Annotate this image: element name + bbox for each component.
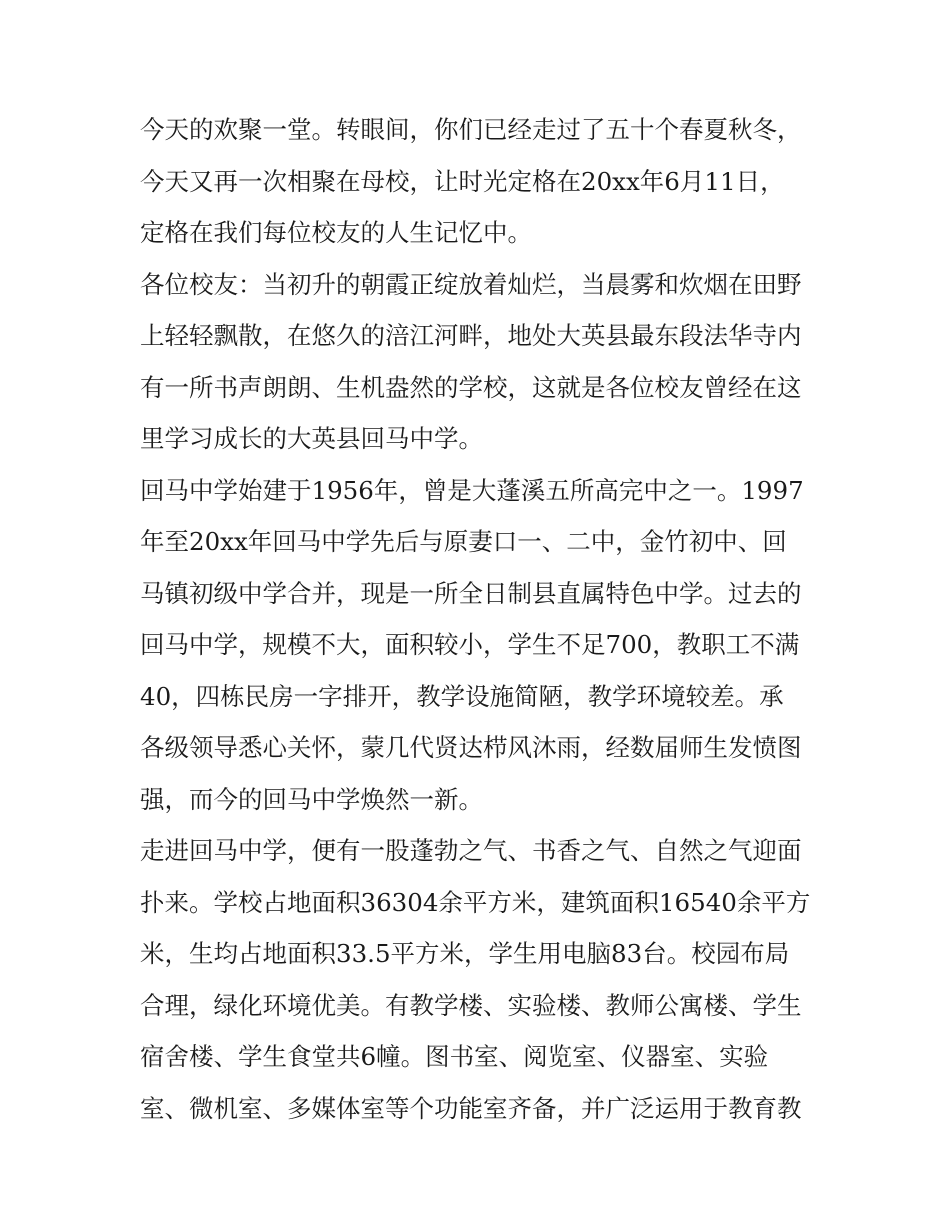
- text-line: 年至20xx年回马中学先后与原妻口一、二中，金竹初中、回: [140, 527, 787, 556]
- text-line: 回马中学始建于1956年，曾是大蓬溪五所高完中之一。1997: [140, 475, 804, 505]
- text-line: 合理，绿化环境优美。有教学楼、实验楼、教师公寓楼、学生: [140, 990, 802, 1020]
- text-line: 米，生均占地面积33.5平方米，学生用电脑83台。校园布局: [140, 939, 790, 968]
- text-line: 今天又再一次相聚在母校，让时光定格在20xx年6月11日，: [140, 166, 785, 196]
- text-line: 回马中学，规模不大，面积较小，学生不足700，教职工不满: [140, 630, 800, 659]
- text-line: 走进回马中学，便有一股蓬勃之气、书香之气、自然之气迎面: [140, 836, 802, 865]
- document-body: [140, 104, 820, 1134]
- text-line: 强，而今的回马中学焕然一新。: [140, 784, 483, 814]
- text-line: 40，四栋民房一字排开，教学设施简陋，教学环境较差。承: [140, 681, 784, 711]
- text-line: 各位校友：当初升的朝霞正绽放着灿烂，当晨雾和炊烟在田野: [140, 269, 802, 299]
- text-line: 上轻轻飘散，在悠久的涪江河畔，地处大英县最东段法华寺内: [140, 321, 802, 350]
- text-line: 今天的欢聚一堂。转眼间，你们已经走过了五十个春夏秋冬，: [140, 115, 802, 144]
- text-line: 室、微机室、多媒体室等个功能室齐备，并广泛运用于教育教: [140, 1093, 802, 1123]
- text-line: 宿舍楼、学生食堂共6幢。图书室、阅览室、仪器室、实验: [140, 1042, 769, 1071]
- text-line: 有一所书声朗朗、生机盎然的学校，这就是各位校友曾经在这: [140, 372, 802, 402]
- text-line: 定格在我们每位校友的人生记忆中。: [140, 218, 532, 247]
- text-line: 扑来。学校占地面积36304余平方米，建筑面积16540余平方: [140, 887, 811, 917]
- text-line: 里学习成长的大英县回马中学。: [140, 424, 483, 453]
- text-line: 马镇初级中学合并，现是一所全日制县直属特色中学。过去的: [140, 578, 802, 608]
- text-line: 各级领导悉心关怀，蒙几代贤达栉风沐雨，经数届师生发愤图: [140, 733, 802, 762]
